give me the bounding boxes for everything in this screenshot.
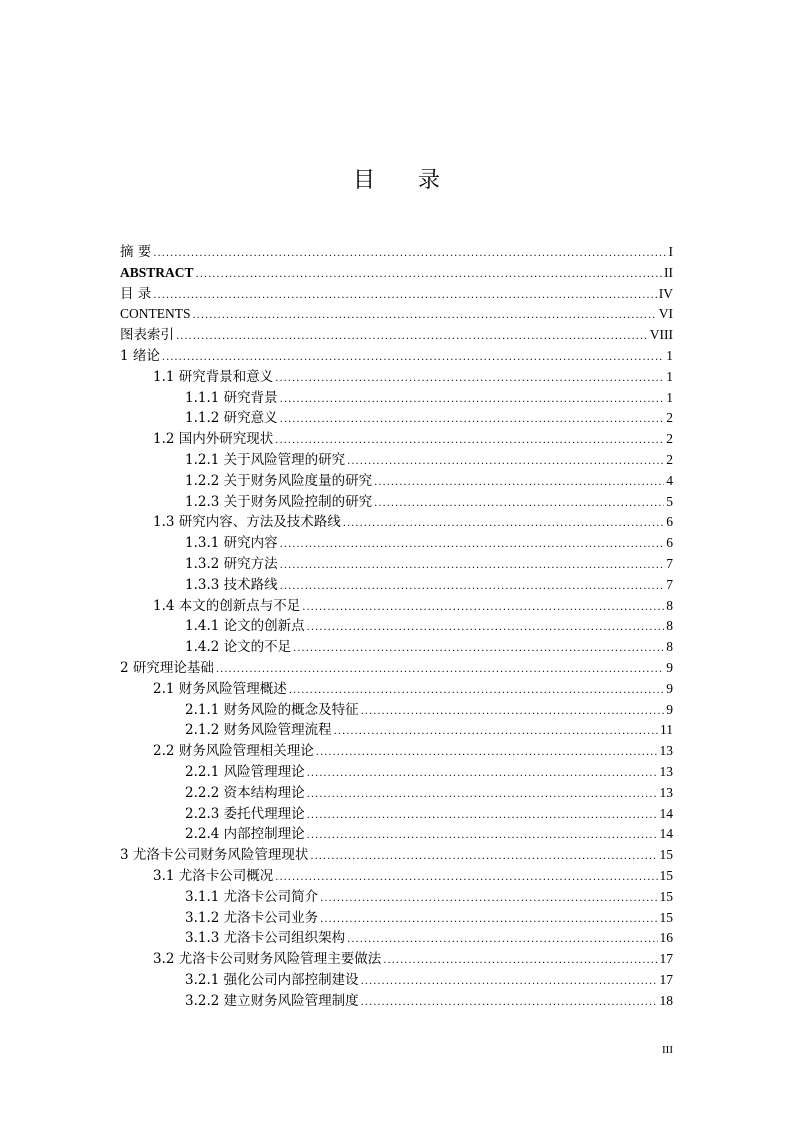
toc-entry-label: 2.1.2 财务风险管理流程 [185, 722, 332, 739]
toc-entry-label: 2.1.1 财务风险的概念及特征 [185, 701, 359, 718]
toc-dot-leader [310, 846, 657, 867]
toc-dot-leader [361, 971, 658, 992]
toc-entry-label: 目 录 [120, 285, 152, 302]
toc-dot-leader [307, 825, 658, 846]
toc-dot-leader [320, 888, 657, 909]
toc-dot-leader [334, 721, 658, 742]
toc-entry-page-number: VI [658, 306, 673, 322]
toc-entry-label: 3.1 尤洛卡公司概况 [153, 867, 274, 884]
toc-entry-page-number: 7 [666, 576, 673, 592]
toc-entry-label: 1.4.1 论文的创新点 [185, 618, 305, 635]
toc-entry-label: 3.2.1 强化公司内部控制建设 [185, 971, 359, 988]
toc-entry-page-number: 1 [666, 368, 673, 384]
toc-entry[interactable] [120, 700, 673, 721]
toc-dot-leader [361, 992, 658, 1013]
toc-dot-leader [343, 513, 664, 534]
toc-entry-page-number: 13 [659, 763, 673, 779]
toc-entry-page-number: 17 [659, 951, 673, 967]
toc-entry[interactable] [120, 533, 673, 554]
toc-entry[interactable] [120, 575, 673, 596]
toc-entry-page-number: 17 [659, 971, 673, 987]
toc-entry[interactable] [120, 804, 673, 825]
toc-entry-label: 1.1.1 研究背景 [185, 389, 278, 406]
toc-entry-label: 1.2.1 关于风险管理的研究 [185, 451, 346, 468]
table-of-contents [120, 242, 673, 1011]
toc-entry[interactable] [120, 783, 673, 804]
toc-entry-label: 摘 要 [120, 244, 152, 260]
toc-entry-label: 2.2.3 委托代理理论 [185, 805, 305, 822]
toc-entry-page-number: 18 [659, 992, 673, 1008]
toc-dot-leader [275, 368, 664, 389]
toc-entry-page-number: 14 [659, 826, 673, 842]
toc-entry[interactable] [120, 242, 673, 263]
toc-entry-label: 3.2 尤洛卡公司财务风险管理主要做法 [153, 951, 382, 968]
toc-entry-page-number: 16 [659, 930, 673, 946]
toc-entry[interactable] [120, 991, 673, 1012]
toc-dot-leader [275, 430, 664, 451]
toc-dot-leader [280, 389, 665, 410]
toc-dot-leader [307, 763, 658, 784]
toc-dot-leader [280, 409, 665, 430]
toc-dot-leader [280, 534, 665, 555]
toc-entry-label: 2.2.4 内部控制理论 [185, 826, 305, 843]
toc-entry-page-number: I [668, 244, 673, 259]
toc-entry-label: 图表索引 [120, 327, 174, 344]
page-title: 目 录 [353, 168, 458, 193]
toc-entry[interactable] [120, 471, 673, 492]
toc-dot-leader [302, 597, 664, 618]
toc-entry-label: 1.2.2 关于财务风险度量的研究 [185, 472, 373, 489]
toc-entry[interactable] [120, 762, 673, 783]
toc-entry[interactable] [120, 949, 673, 970]
toc-dot-leader [153, 285, 656, 306]
toc-entry-label: 1 绪论 [120, 347, 160, 364]
toc-dot-leader [307, 617, 665, 638]
toc-entry-page-number: 2 [666, 431, 673, 447]
toc-entry-page-number: 15 [659, 909, 673, 925]
toc-entry[interactable] [120, 887, 673, 908]
toc-entry-page-number: 9 [666, 659, 673, 675]
toc-entry-label: 1.3 研究内容、方法及技术路线 [153, 514, 341, 531]
toc-entry[interactable] [120, 970, 673, 991]
toc-dot-leader [293, 638, 664, 659]
toc-entry-page-number: VIII [649, 327, 673, 343]
toc-dot-leader [153, 243, 666, 264]
toc-entry[interactable] [120, 720, 673, 741]
toc-entry-label: 1.4.2 论文的不足 [185, 639, 292, 656]
toc-entry-page-number: 8 [666, 597, 673, 613]
toc-entry-label: 3.1.2 尤洛卡公司业务 [185, 909, 319, 926]
toc-entry-page-number: 14 [659, 805, 673, 821]
toc-entry[interactable] [120, 346, 673, 367]
toc-dot-leader [280, 576, 665, 597]
toc-entry[interactable] [120, 741, 673, 762]
footer-page-number: III [662, 1044, 673, 1056]
toc-entry-label: 3 尤洛卡公司财务风险管理现状 [120, 847, 309, 864]
toc-entry-page-number: 1 [666, 389, 673, 405]
toc-entry-page-number: 15 [659, 867, 673, 883]
toc-dot-leader [316, 742, 658, 763]
toc-dot-leader [347, 929, 657, 950]
toc-entry-label: 1.3.1 研究内容 [185, 535, 278, 552]
toc-dot-leader [196, 264, 662, 285]
toc-entry-label: 2 研究理论基础 [120, 659, 214, 676]
toc-entry-label: ABSTRACT [120, 264, 194, 280]
toc-entry-page-number: 1 [666, 347, 673, 363]
toc-entry[interactable] [120, 492, 673, 513]
toc-entry[interactable] [120, 367, 673, 388]
toc-entry-page-number: 2 [666, 410, 673, 426]
toc-entry-label: 3.2.2 建立财务风险管理制度 [185, 992, 359, 1009]
toc-entry-label: CONTENTS [120, 306, 191, 322]
toc-entry-page-number: 5 [666, 493, 673, 509]
toc-dot-leader [320, 909, 657, 930]
toc-entry-page-number: 13 [659, 784, 673, 800]
toc-entry-page-number: 15 [659, 847, 673, 863]
toc-entry[interactable] [120, 325, 673, 346]
toc-entry-label: 1.2 国内外研究现状 [153, 431, 274, 448]
toc-entry[interactable] [120, 408, 673, 429]
toc-entry-label: 3.1.1 尤洛卡公司简介 [185, 888, 319, 905]
toc-entry-page-number: 7 [666, 555, 673, 571]
toc-entry-label: 1.1 研究背景和意义 [153, 368, 274, 385]
toc-entry-page-number: 9 [666, 701, 673, 717]
toc-entry-page-number: 8 [666, 618, 673, 634]
toc-entry-label: 1.1.2 研究意义 [185, 410, 278, 427]
toc-entry[interactable] [120, 824, 673, 845]
toc-dot-leader [176, 326, 648, 347]
toc-entry-page-number: 13 [659, 743, 673, 759]
toc-dot-leader [347, 451, 664, 472]
toc-entry[interactable] [120, 554, 673, 575]
toc-entry-label: 2.2 财务风险管理相关理论 [153, 743, 314, 760]
toc-entry-label: 1.4 本文的创新点与不足 [153, 597, 301, 614]
toc-entry[interactable] [120, 450, 673, 471]
toc-entry[interactable] [120, 304, 673, 325]
toc-entry[interactable] [120, 429, 673, 450]
toc-dot-leader [307, 784, 658, 805]
toc-entry-page-number: 11 [660, 722, 673, 738]
toc-dot-leader [193, 305, 657, 326]
toc-entry[interactable] [120, 388, 673, 409]
toc-entry[interactable] [120, 845, 673, 866]
toc-entry[interactable] [120, 928, 673, 949]
toc-dot-leader [374, 493, 664, 514]
toc-dot-leader [162, 347, 664, 368]
toc-entry-page-number: 6 [666, 535, 673, 551]
toc-entry[interactable] [120, 284, 673, 305]
toc-entry-page-number: 4 [666, 472, 673, 488]
toc-dot-leader [275, 867, 657, 888]
toc-entry-label: 2.2.1 风险管理理论 [185, 763, 305, 780]
toc-entry[interactable] [120, 512, 673, 533]
toc-dot-leader [280, 555, 665, 576]
toc-entry-page-number: II [664, 264, 673, 280]
toc-entry-page-number: IV [658, 285, 673, 301]
toc-entry[interactable] [120, 616, 673, 637]
toc-dot-leader [361, 701, 665, 722]
toc-entry[interactable] [120, 658, 673, 679]
toc-entry-label: 2.2.2 资本结构理论 [185, 784, 305, 801]
toc-entry[interactable] [120, 596, 673, 617]
toc-entry[interactable] [120, 679, 673, 700]
toc-dot-leader [374, 472, 664, 493]
toc-dot-leader [289, 680, 664, 701]
toc-entry[interactable] [120, 263, 673, 284]
toc-entry-label: 1.3.3 技术路线 [185, 576, 278, 593]
toc-entry-page-number: 15 [659, 888, 673, 904]
toc-entry[interactable] [120, 637, 673, 658]
toc-entry-label: 2.1 财务风险管理概述 [153, 680, 287, 697]
toc-entry-page-number: 8 [666, 639, 673, 655]
toc-entry[interactable] [120, 908, 673, 929]
toc-dot-leader [307, 805, 658, 826]
toc-dot-leader [216, 659, 664, 680]
toc-entry-page-number: 6 [666, 514, 673, 530]
toc-entry-label: 1.2.3 关于财务风险控制的研究 [185, 493, 373, 510]
toc-dot-leader [383, 950, 657, 971]
toc-entry-label: 3.1.3 尤洛卡公司组织架构 [185, 930, 346, 947]
toc-entry[interactable] [120, 866, 673, 887]
toc-entry-page-number: 9 [666, 680, 673, 696]
toc-entry-label: 1.3.2 研究方法 [185, 555, 278, 572]
toc-entry-page-number: 2 [666, 451, 673, 467]
